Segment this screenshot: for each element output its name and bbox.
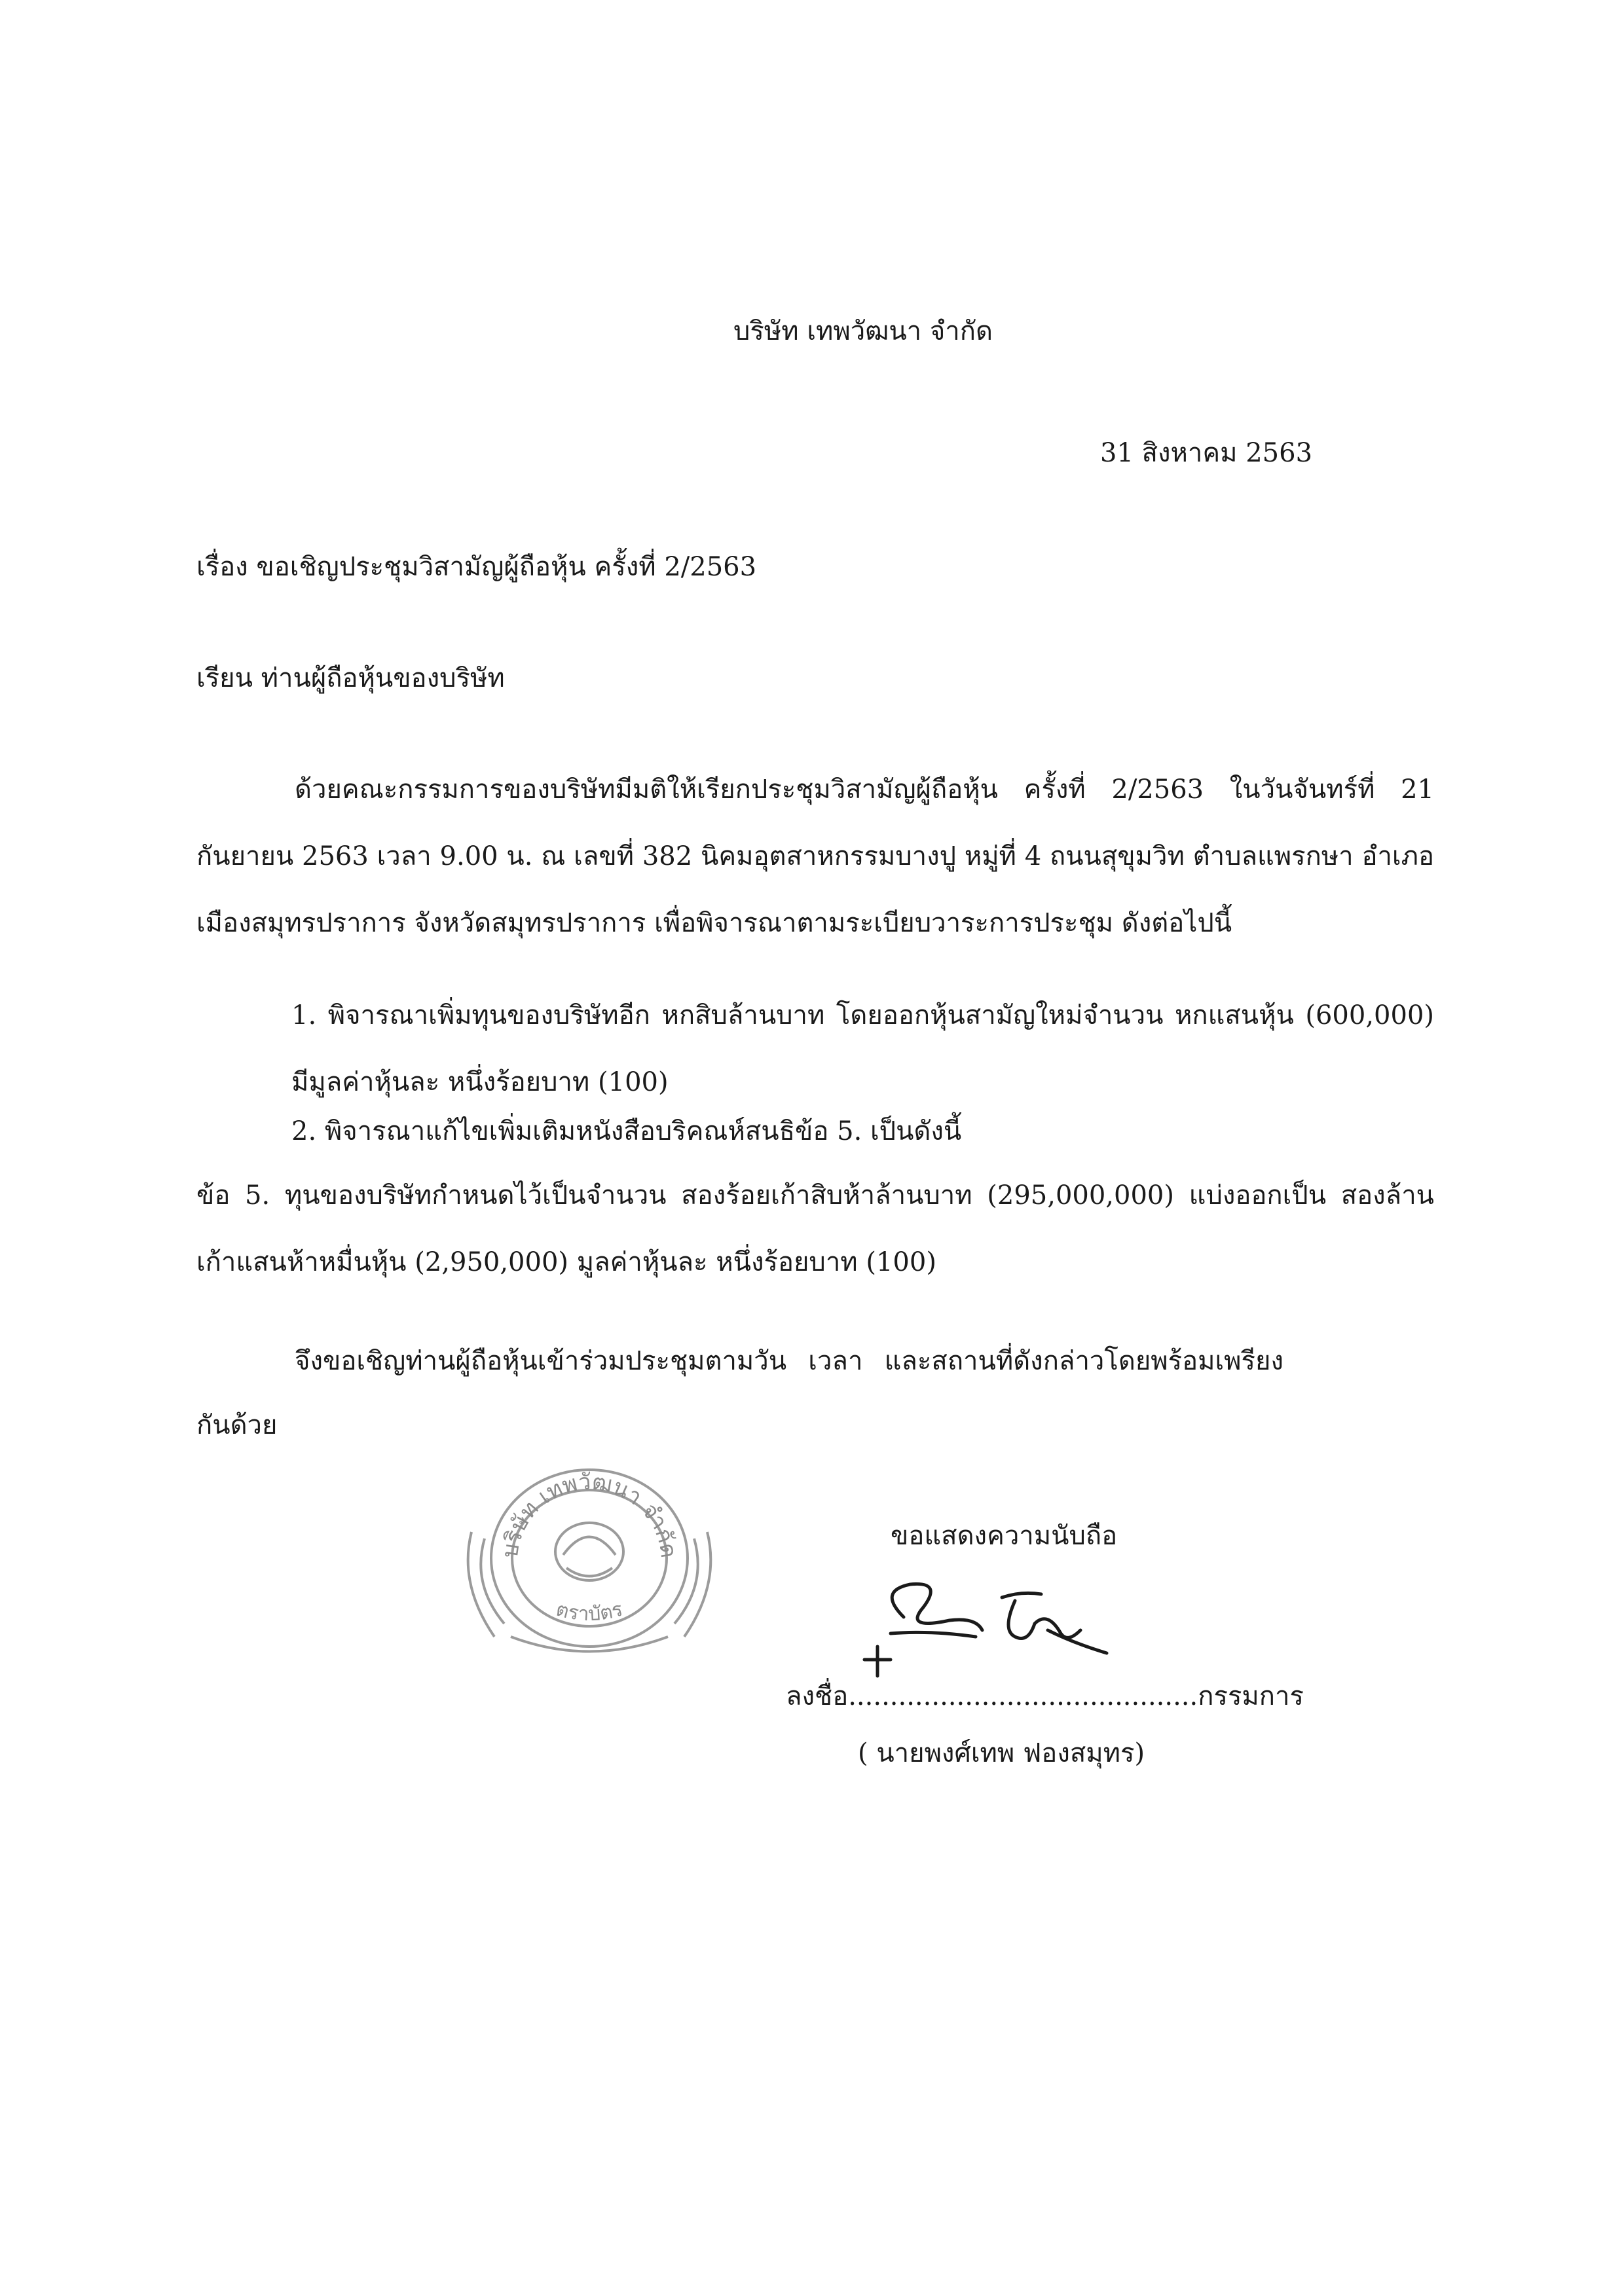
- seal-text: บริษัท เทพวัฒนา จำกัด: [496, 1468, 682, 1560]
- subject-line: เรื่อง ขอเชิญประชุมวิสามัญผู้ถือหุ้น ครั้งที่ 2/2563: [196, 552, 757, 582]
- seal-bottom-text: ตราบัตร: [553, 1597, 625, 1626]
- agenda-item-2: 2. พิจารณาแก้ไขเพิ่มเติมหนังสือบริคณห์สนธิข้อ 5. เป็นดังนี้: [291, 1116, 962, 1146]
- handwritten-signature: [851, 1571, 1126, 1689]
- intro-paragraph: ด้วยคณะกรรมการของบริษัทมีมติให้เรียกประชุมวิสามัญผู้ถือหุ้น ครั้งที่ 2/2563 ในวันจันทร์ที่ 21 กันยายน 2563 เวลา 9.00 น. ณ เลขที่ 382 นิคมอุตสาหกรรมบางปู หมู่ที่ 4 ถนนสุขุมวิท ตำบลแพรกษา อำเภอเมืองสมุทรปราการ จังหวัดสมุทรปราการ เพื่อพิจารณาตามระเบียบวาระการประชุม ดังต่อไปนี้: [196, 774, 1434, 938]
- company-name: บริษัท เทพวัฒนา จำกัด: [733, 316, 993, 346]
- agenda-item-1: 1. พิจารณาเพิ่มทุนของบริษัทอีก หกสิบล้านบาท โดยออกหุ้นสามัญใหม่จำนวน หกแสนหุ้น (600,000) มีมูลค่าหุ้นละ หนึ่งร้อยบาท (100): [291, 1000, 1434, 1097]
- closing-phrase: ขอแสดงความนับถือ: [891, 1521, 1118, 1551]
- invitation-paragraph: จึงขอเชิญท่านผู้ถือหุ้นเข้าร่วมประชุมตามวัน เวลา และสถานที่ดังกล่าวโดยพร้อมเพรียงกันด้วย: [196, 1346, 1283, 1440]
- letter-date: 31 สิงหาคม 2563: [1100, 438, 1313, 468]
- signature-line: ลงชื่อ..........................................กรรมการ: [786, 1681, 1304, 1711]
- salutation: เรียน ท่านผู้ถือหุ้นของบริษัท: [196, 663, 505, 693]
- clause-5-text: ข้อ 5. ทุนของบริษัทกำหนดไว้เป็นจำนวน สองร้อยเก้าสิบห้าล้านบาท (295,000,000) แบ่งออกเป็น สองล้านเก้าแสนห้าหมื่นหุ้น (2,950,000) มูลค่าหุ้นละ หนึ่งร้อยบาท (100): [196, 1180, 1434, 1277]
- signatory-name: ( นายพงศ์เทพ ฟองสมุทร): [858, 1738, 1145, 1768]
- company-seal-stamp: [432, 1440, 747, 1676]
